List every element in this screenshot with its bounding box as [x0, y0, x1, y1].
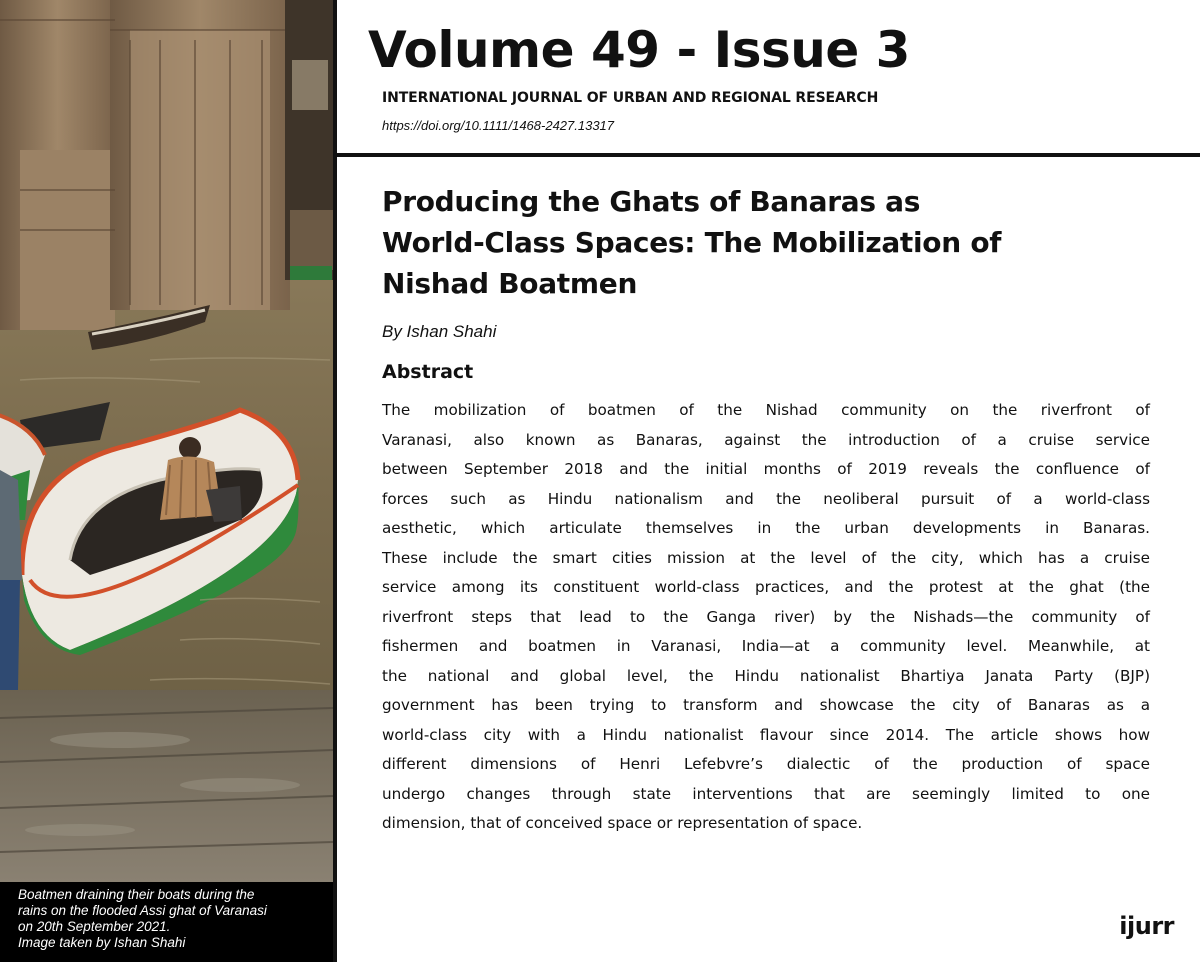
cover-photo	[0, 0, 333, 962]
caption-line: Boatmen draining their boats during the	[18, 887, 255, 902]
abstract-line: service among its constituent world-class practices, and the protest at the ghat (the	[382, 578, 1150, 596]
article-title-line: Nishad Boatmen	[382, 267, 638, 300]
abstract-line: between September 2018 and the initial months of 2019 reveals the confluence of	[382, 460, 1150, 478]
abstract-line: aesthetic, which articulate themselves in the urban developments in Banaras.	[382, 519, 1150, 537]
abstract-line: different dimensions of Henri Lefebvre’s dialectic of the production of space	[382, 755, 1150, 773]
caption-line: rains on the flooded Assi ghat of Varanasi	[18, 903, 267, 918]
abstract-heading: Abstract	[382, 361, 474, 383]
abstract-line: Varanasi, also known as Banaras, against the introduction of a cruise service	[382, 430, 1150, 449]
abstract-line: world-class city with a Hindu nationalist flavour since 2014. The article shows how	[382, 725, 1150, 744]
article-title-line: World-Class Spaces: The Mobilization of	[382, 226, 1002, 259]
abstract-text	[382, 396, 1150, 839]
article-title	[382, 181, 1142, 304]
ijurr-logo: ijurr	[1119, 912, 1174, 940]
abstract-line: dimension, that of conceived space or representation of space.	[382, 814, 863, 832]
doi-link[interactable]: https://doi.org/10.1111/1468-2427.13317	[382, 118, 615, 133]
abstract-line: These include the smart cities mission at the level of the city, which has a cruise	[382, 548, 1150, 567]
ghat-boats-illustration	[0, 0, 333, 962]
header-divider	[337, 153, 1200, 157]
caption-line: Image taken by Ishan Shahi	[18, 935, 186, 950]
journal-name: INTERNATIONAL JOURNAL OF URBAN AND REGIONAL RESEARCH	[382, 90, 879, 106]
abstract-line: riverfront steps that lead to the Ganga river) by the Nishads—the community of	[382, 607, 1150, 626]
abstract-line: government has been trying to transform and showcase the city of Banaras as a	[382, 696, 1150, 714]
abstract-line: forces such as Hindu nationalism and the neoliberal pursuit of a world-class	[382, 489, 1150, 508]
abstract-line: The mobilization of boatmen of the Nishad community on the riverfront of	[382, 401, 1150, 419]
abstract-line: fishermen and boatmen in Varanasi, India—at a community level. Meanwhile, at	[382, 637, 1150, 655]
abstract-line: the national and global level, the Hindu nationalist Bhartiya Janata Party (BJP)	[382, 666, 1150, 685]
volume-title: Volume 49 - Issue 3	[368, 21, 910, 79]
author-byline: By Ishan Shahi	[382, 322, 497, 341]
photo-caption	[0, 882, 333, 962]
vertical-divider	[333, 0, 337, 962]
abstract-line: undergo changes through state interventions that are seemingly limited to one	[382, 784, 1150, 803]
caption-line: on 20th September 2021.	[18, 919, 171, 934]
article-title-line: Producing the Ghats of Banaras as	[382, 185, 921, 218]
